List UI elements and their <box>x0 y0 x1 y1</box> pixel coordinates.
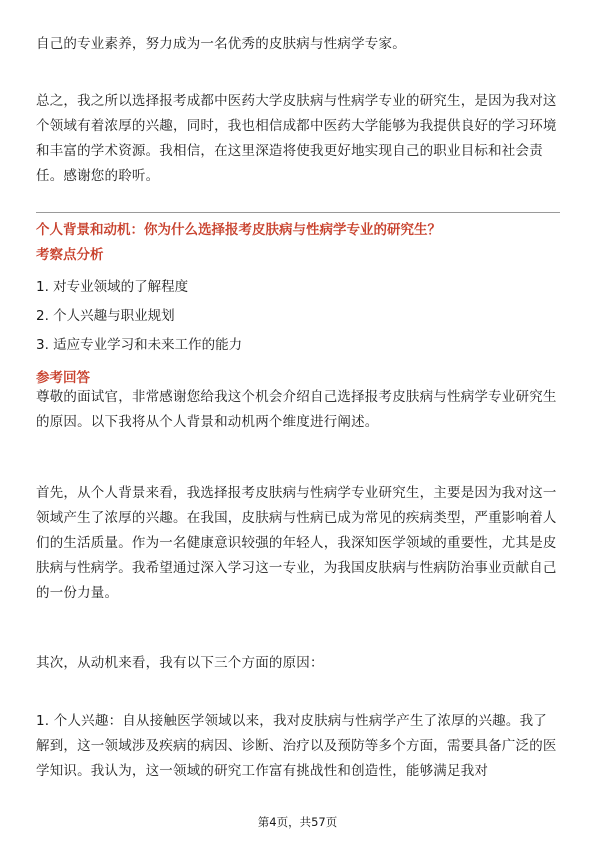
analysis-points-list <box>36 273 242 360</box>
answer-heading: 参考回答 <box>36 370 90 386</box>
analysis-heading: 考察点分析 <box>36 247 104 263</box>
question-title: 个人背景和动机：你为什么选择报考皮肤病与性病学专业的研究生？ <box>36 222 441 238</box>
body-line-top: 自己的专业素养，努力成为一名优秀的皮肤病与性病学专家。 <box>36 36 406 52</box>
summary-paragraph: 总之，我之所以选择报考成都中医药大学皮肤病与性病学专业的研究生，是因为我对这个领域有着浓厚的兴趣，同时，我也相信成都中医药大学能够为我提供良好的学习环境和丰富的学术资源。我相信，在这里深造将使我更好地实现自己的职业目标和社会责任。感谢您的聆听。 <box>36 93 557 184</box>
list-item: 3. 适应专业学习和未来工作的能力 <box>36 337 243 353</box>
answer-second-paragraph: 其次，从动机来看，我有以下三个方面的原因： <box>36 655 324 671</box>
section-divider <box>36 212 560 213</box>
list-item: 1. 对专业领域的了解程度 <box>36 279 189 295</box>
answer-intro-paragraph: 尊敬的面试官，非常感谢您给我这个机会介绍自己选择报考皮肤病与性病学专业研究生的原因。以下我将从个人背景和动机两个维度进行阐述。 <box>36 389 557 430</box>
answer-first-paragraph: 首先，从个人背景来看，我选择报考皮肤病与性病学专业研究生，主要是因为我对这一领域产生了浓厚的兴趣。在我国，皮肤病与性病已成为常见的疾病类型，严重影响着人们的生活质量。作为一名健康意识较强的年轻人，我深知医学领域的重要性，尤其是皮肤病与性病学。我希望通过深入学习这一专业，为我国皮肤病与性病防治事业贡献自己的一份力量。 <box>36 485 557 601</box>
page-number: 第4页，共57页 <box>257 815 338 829</box>
list-item: 2. 个人兴趣与职业规划 <box>36 308 175 324</box>
answer-interest-paragraph: 1. 个人兴趣：自从接触医学领域以来，我对皮肤病与性病学产生了浓厚的兴趣。我了解到，这一领域涉及疾病的病因、诊断、治疗以及预防等多个方面，需要具备广泛的医学知识。我认为，这一领域的研究工作富有挑战性和创造性，能够满足我对 <box>36 713 557 779</box>
